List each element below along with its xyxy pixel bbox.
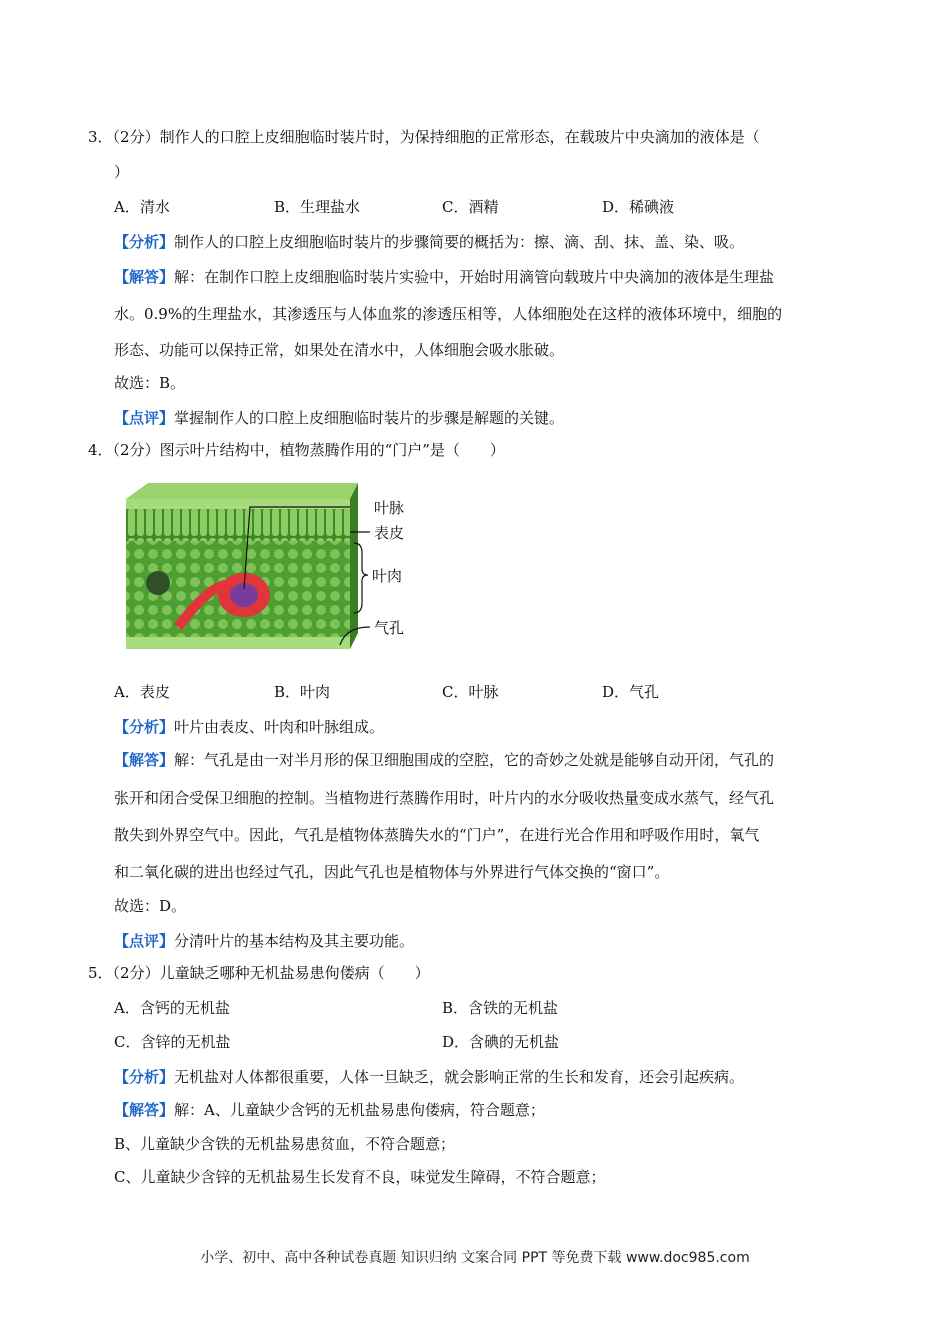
q5-option-b: B．含铁的无机盐 xyxy=(442,999,559,1017)
q3-analysis xyxy=(114,232,744,252)
q5-answer-line2: B、儿童缺少含铁的无机盐易患贫血，不符合题意； xyxy=(114,1135,456,1153)
answer-text: 解：在制作口腔上皮细胞临时装片实验中，开始时用滴管向载玻片中央滴加的液体是生理盐 xyxy=(174,268,775,286)
q4-answer-line2: 张开和闭合受保卫细胞的控制。当植物进行蒸腾作用时，叶片内的水分吸收热量变成水蒸气，经气孔 xyxy=(114,789,775,807)
figure-label-mesophyll: 叶肉 xyxy=(372,567,403,585)
analysis-tag: 【分析】 xyxy=(114,718,175,736)
answer-text: 解：A、儿童缺少含钙的无机盐易患佝偻病，符合题意； xyxy=(174,1101,545,1119)
q3-choice: 故选：B。 xyxy=(114,374,186,392)
leaf-top-face xyxy=(126,483,358,499)
q5-answer-line1 xyxy=(114,1100,545,1120)
q5-option-a: A．含钙的无机盐 xyxy=(114,999,230,1017)
q5-analysis xyxy=(114,1067,744,1087)
answer-text: 解：气孔是由一对半月形的保卫细胞围成的空腔，它的奇妙之处就是能够自动开闭，气孔的 xyxy=(174,751,775,769)
q3-answer-line1 xyxy=(114,267,774,287)
side-vein xyxy=(146,571,170,595)
q4-answer-line3: 散失到外界空气中。因此，气孔是植物体蒸腾失水的“门户”，在进行光合作用和呼吸作用时，氧气 xyxy=(114,826,760,844)
q3-option-a: A．清水 xyxy=(114,198,170,216)
analysis-text: 制作人的口腔上皮细胞临时装片的步骤简要的概括为：擦、滴、刮、抹、盖、染、吸。 xyxy=(174,233,745,251)
figure-label-epidermis: 表皮 xyxy=(374,524,405,542)
figure-label-vein: 叶脉 xyxy=(374,499,405,517)
answer-tag: 【解答】 xyxy=(114,1101,175,1119)
q4-choice: 故选：D。 xyxy=(114,897,187,915)
q3-stem-line2: ） xyxy=(114,163,130,181)
lower-epidermis xyxy=(126,637,350,649)
analysis-tag: 【分析】 xyxy=(114,233,175,251)
figure-label-stoma: 气孔 xyxy=(374,619,405,637)
q4-option-d: D．气孔 xyxy=(602,683,660,701)
leaf-cross-section-illustration xyxy=(118,477,418,667)
analysis-tag: 【分析】 xyxy=(114,1068,175,1086)
analysis-text: 叶片由表皮、叶肉和叶脉组成。 xyxy=(174,718,385,736)
comment-text: 掌握制作人的口腔上皮细胞临时装片的步骤是解题的关键。 xyxy=(174,409,565,427)
analysis-text: 无机盐对人体都很重要，人体一旦缺乏，就会影响正常的生长和发育，还会引起疾病。 xyxy=(174,1068,745,1086)
q4-analysis xyxy=(114,717,384,737)
q3-stem-line1: 3．（2分）制作人的口腔上皮细胞临时装片时，为保持细胞的正常形态，在载玻片中央滴加的液体是（ xyxy=(88,128,760,146)
page-footer: 小学、初中、高中各种试卷真题 知识归纳 文案合同 PPT 等免费下载 www.doc985.com xyxy=(200,1250,750,1266)
q3-option-c: C．酒精 xyxy=(442,198,499,216)
q4-option-b: B．叶肉 xyxy=(274,683,331,701)
q3-comment xyxy=(114,408,564,428)
q4-option-a: A．表皮 xyxy=(114,683,170,701)
q4-answer-line1 xyxy=(114,750,774,770)
q3-answer-line3: 形态、功能可以保持正常，如果处在清水中，人体细胞会吸水胀破。 xyxy=(114,341,565,359)
q5-answer-line3: C、儿童缺少含锌的无机盐易生长发育不良，味觉发生障碍，不符合题意； xyxy=(114,1168,606,1186)
leaf-side-face xyxy=(350,483,358,649)
q3-option-b: B．生理盐水 xyxy=(274,198,361,216)
leaf-structure-figure xyxy=(118,477,418,667)
comment-tag: 【点评】 xyxy=(114,409,175,427)
q5-stem: 5．（2分）儿童缺乏哪种无机盐易患佝偻病（ ） xyxy=(88,964,430,982)
answer-tag: 【解答】 xyxy=(114,751,175,769)
q4-stem: 4．（2分）图示叶片结构中，植物蒸腾作用的“门户”是（ ） xyxy=(88,441,505,459)
q4-answer-line4: 和二氧化碳的进出也经过气孔，因此气孔也是植物体与外界进行气体交换的“窗口”。 xyxy=(114,863,670,881)
q4-option-c: C．叶脉 xyxy=(442,683,499,701)
q3-answer-line2: 水。0.9%的生理盐水，其渗透压与人体血浆的渗透压相等，人体细胞处在这样的液体环境中，细胞的 xyxy=(114,305,783,323)
comment-tag: 【点评】 xyxy=(114,932,175,950)
comment-text: 分清叶片的基本结构及其主要功能。 xyxy=(174,932,415,950)
q4-comment xyxy=(114,931,414,951)
palisade-layer xyxy=(126,509,350,541)
answer-tag: 【解答】 xyxy=(114,268,175,286)
q5-option-c: C．含锌的无机盐 xyxy=(114,1033,231,1051)
q3-option-d: D．稀碘液 xyxy=(602,198,675,216)
q5-option-d: D．含碘的无机盐 xyxy=(442,1033,560,1051)
